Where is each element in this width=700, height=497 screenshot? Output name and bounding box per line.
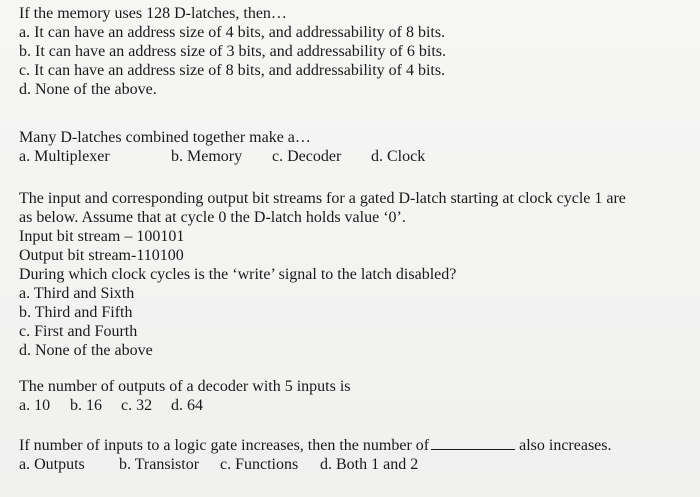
question-5-option-c: c. Functions: [220, 456, 299, 473]
question-4-option-d: d. 64: [171, 397, 203, 414]
question-3-stem-line-2: as below. Assume that at cycle 0 the D-latch holds value ‘0’.: [19, 209, 406, 226]
question-5-stem-after: also increases.: [519, 437, 612, 454]
question-5-answer-blank: [431, 437, 515, 450]
question-5: [19, 436, 689, 474]
question-1-stem: If the memory uses 128 D-latches, then…: [19, 5, 287, 22]
question-3-option-b: b. Third and Fifth: [19, 304, 133, 321]
question-2: [19, 128, 679, 166]
question-4: [19, 377, 679, 415]
question-2-stem: Many D-latches combined together make a…: [19, 129, 311, 146]
question-4-option-a: a. 10: [19, 397, 51, 414]
question-1-option-d: d. None of the above.: [19, 81, 157, 98]
question-4-stem: The number of outputs of a decoder with 5 inputs is: [19, 378, 351, 395]
question-2-option-d: d. Clock: [371, 148, 426, 165]
question-3-output-stream: Output bit stream-110100: [19, 247, 184, 264]
question-5-options: [19, 455, 689, 474]
question-2-options: [19, 147, 679, 166]
question-3-option-a: a. Third and Sixth: [19, 285, 135, 302]
question-3-option-d: d. None of the above: [19, 342, 153, 359]
question-4-option-b: b. 16: [70, 397, 102, 414]
question-1-option-c: c. It can have an address size of 8 bits, and addressability of 4 bits.: [19, 62, 446, 79]
question-2-option-b: b. Memory: [171, 148, 243, 165]
question-3-option-c: c. First and Fourth: [19, 323, 138, 340]
question-1-option-a: a. It can have an address size of 4 bits, and addressability of 8 bits.: [19, 24, 446, 41]
question-4-options: [19, 396, 679, 415]
question-2-option-a: a. Multiplexer: [19, 148, 110, 165]
question-3-stem-line-1: The input and corresponding output bit streams for a gated D-latch starting at clock cycle 1 are: [19, 190, 626, 207]
question-1: [19, 4, 446, 99]
question-5-option-a: a. Outputs: [19, 456, 85, 473]
question-3: [19, 189, 626, 360]
question-3-question: During which clock cycles is the ‘write’ signal to the latch disabled?: [19, 266, 457, 283]
question-5-option-d: d. Both 1 and 2: [320, 456, 419, 473]
question-5-option-b: b. Transistor: [119, 456, 200, 473]
question-5-stem-before: If number of inputs to a logic gate increases, then the number of: [19, 437, 430, 454]
question-2-option-c: c. Decoder: [272, 148, 342, 165]
question-4-option-c: c. 32: [121, 397, 153, 414]
question-5-stem: [19, 436, 689, 455]
question-3-input-stream: Input bit stream – 100101: [19, 228, 185, 245]
question-1-option-b: b. It can have an address size of 3 bits, and addressability of 6 bits.: [19, 43, 446, 60]
